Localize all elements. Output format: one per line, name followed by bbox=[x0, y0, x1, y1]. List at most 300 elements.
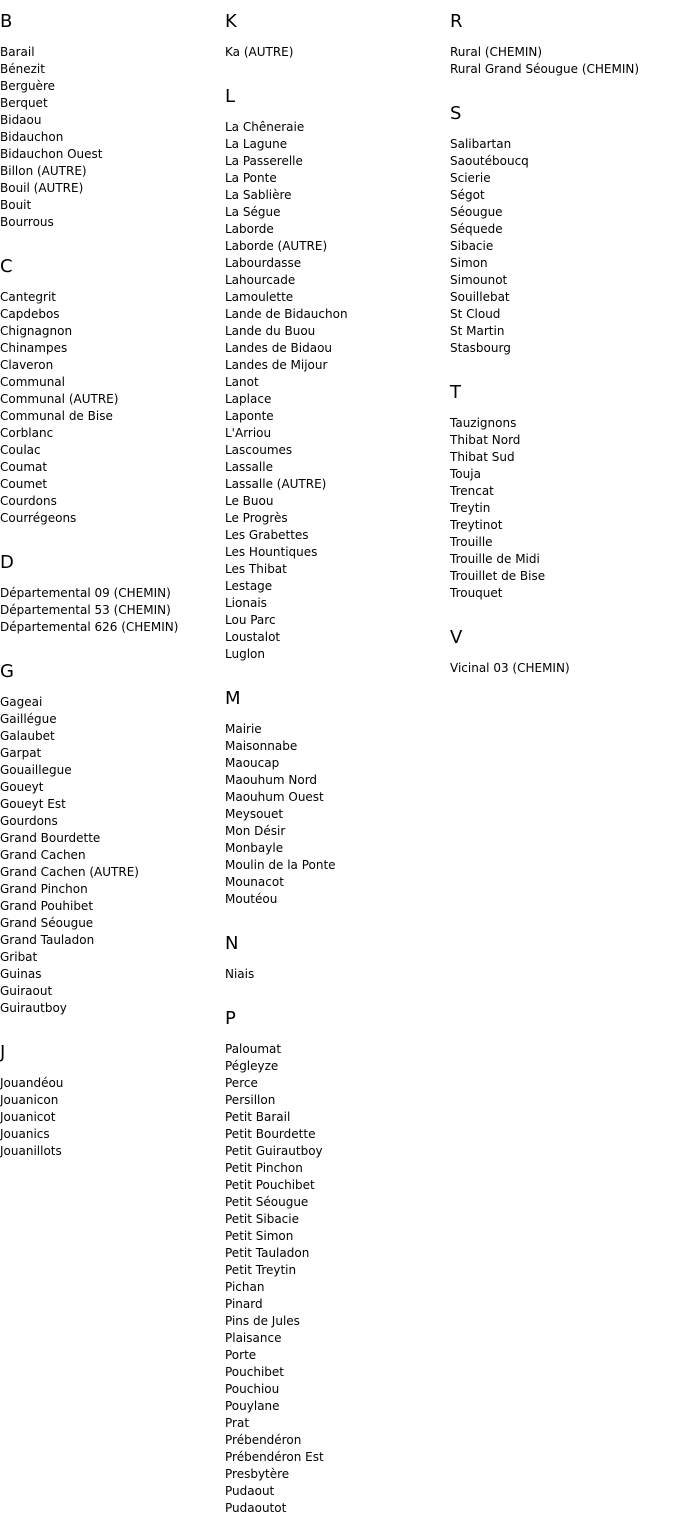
street-link[interactable]: Tauzignons bbox=[450, 416, 517, 430]
street-column-1 bbox=[0, 8, 220, 1160]
letter-group bbox=[450, 624, 670, 677]
street-link[interactable]: Grand Pouhibet bbox=[0, 899, 94, 913]
street-link[interactable]: Berguère bbox=[0, 79, 55, 93]
street-list-item bbox=[225, 646, 445, 663]
street-list bbox=[225, 119, 445, 663]
street-list-item bbox=[225, 44, 445, 61]
street-list-item bbox=[450, 415, 670, 432]
street-link[interactable]: Les Thibat bbox=[225, 562, 287, 576]
street-list-item bbox=[450, 44, 670, 61]
street-link[interactable]: Pouchiou bbox=[225, 1382, 280, 1396]
street-column-2 bbox=[225, 8, 445, 1517]
street-link[interactable]: Pinard bbox=[225, 1297, 263, 1311]
street-list-item bbox=[225, 136, 445, 153]
street-list-item bbox=[0, 391, 220, 408]
street-list-item bbox=[225, 1041, 445, 1058]
street-link[interactable]: Lestage bbox=[225, 579, 273, 593]
street-link[interactable]: Rural (CHEMIN) bbox=[450, 45, 543, 59]
street-link[interactable]: Prébendéron bbox=[225, 1433, 302, 1447]
street-link[interactable]: Jouanicot bbox=[0, 1110, 56, 1124]
street-list-item bbox=[0, 711, 220, 728]
street-link[interactable]: Gourdons bbox=[0, 814, 58, 828]
street-list-item bbox=[450, 136, 670, 153]
street-link[interactable]: Garpat bbox=[0, 746, 42, 760]
street-link[interactable]: Scierie bbox=[450, 171, 491, 185]
street-link[interactable]: Guirautboy bbox=[0, 1001, 67, 1015]
street-link[interactable]: Ségot bbox=[450, 188, 485, 202]
street-list bbox=[450, 415, 670, 602]
street-list-item bbox=[0, 357, 220, 374]
street-list-item bbox=[0, 112, 220, 129]
street-link[interactable]: Trencat bbox=[450, 484, 494, 498]
street-list-item bbox=[0, 1000, 220, 1017]
group-letter-heading: K bbox=[225, 11, 237, 32]
street-link[interactable]: Gaillégue bbox=[0, 712, 57, 726]
street-list-item bbox=[225, 806, 445, 823]
street-link[interactable]: Bidauchon bbox=[0, 130, 64, 144]
street-list-item bbox=[225, 476, 445, 493]
street-list-item bbox=[450, 238, 670, 255]
street-link[interactable]: St Martin bbox=[450, 324, 505, 338]
street-link[interactable]: Guinas bbox=[0, 967, 42, 981]
street-link[interactable]: Départemental 53 (CHEMIN) bbox=[0, 603, 171, 617]
street-list-item bbox=[225, 755, 445, 772]
street-list-item bbox=[450, 568, 670, 585]
street-link[interactable]: L'Arriou bbox=[225, 426, 272, 440]
street-list-item bbox=[225, 527, 445, 544]
street-list-item bbox=[0, 932, 220, 949]
street-link[interactable]: Petit Treytin bbox=[225, 1263, 297, 1277]
street-list-item bbox=[225, 391, 445, 408]
street-link[interactable]: Mon Désir bbox=[225, 824, 286, 838]
street-list-item bbox=[225, 823, 445, 840]
street-link[interactable]: Lamoulette bbox=[225, 290, 294, 304]
street-list bbox=[0, 585, 220, 636]
street-link[interactable]: Goueyt bbox=[0, 780, 44, 794]
street-link[interactable]: Laplace bbox=[225, 392, 272, 406]
street-list-item bbox=[0, 915, 220, 932]
group-letter-heading: B bbox=[0, 11, 13, 32]
street-list-item bbox=[225, 1058, 445, 1075]
street-list-item bbox=[450, 660, 670, 677]
street-list-item bbox=[225, 891, 445, 908]
street-list-item bbox=[225, 1279, 445, 1296]
street-link[interactable]: Lanot bbox=[225, 375, 259, 389]
street-link[interactable]: Labourdasse bbox=[225, 256, 302, 270]
street-link[interactable]: Jouanillots bbox=[0, 1144, 62, 1158]
street-link[interactable]: Lassalle (AUTRE) bbox=[225, 477, 327, 491]
street-link[interactable]: Cantegrit bbox=[0, 290, 57, 304]
street-list-item bbox=[225, 561, 445, 578]
street-link[interactable]: Luglon bbox=[225, 647, 265, 661]
street-link[interactable]: Laponte bbox=[225, 409, 274, 423]
street-list bbox=[225, 721, 445, 908]
street-link[interactable]: Presbytère bbox=[225, 1467, 290, 1481]
street-list-item bbox=[0, 602, 220, 619]
street-list-item bbox=[450, 500, 670, 517]
street-link[interactable]: Lande de Bidauchon bbox=[225, 307, 348, 321]
street-link[interactable]: Courdons bbox=[0, 494, 57, 508]
street-link[interactable]: Petit Sibacie bbox=[225, 1212, 299, 1226]
street-link[interactable]: Paloumat bbox=[225, 1042, 282, 1056]
street-link[interactable]: Grand Pinchon bbox=[0, 882, 88, 896]
street-list-item bbox=[225, 238, 445, 255]
street-list-item bbox=[0, 762, 220, 779]
street-link[interactable]: Mounacot bbox=[225, 875, 284, 889]
street-list-item bbox=[225, 1126, 445, 1143]
street-link[interactable]: Mairie bbox=[225, 722, 262, 736]
letter-group bbox=[225, 83, 445, 663]
street-link[interactable]: Grand Tauladon bbox=[0, 933, 95, 947]
street-list-item bbox=[450, 170, 670, 187]
street-link[interactable]: Gageai bbox=[0, 695, 43, 709]
street-link[interactable]: Moulin de la Ponte bbox=[225, 858, 336, 872]
street-link[interactable]: Pins de Jules bbox=[225, 1314, 300, 1328]
street-link[interactable]: La Ponte bbox=[225, 171, 277, 185]
street-list-item bbox=[225, 1262, 445, 1279]
street-list-item bbox=[0, 830, 220, 847]
street-link[interactable]: Bouit bbox=[0, 198, 32, 212]
street-link[interactable]: Coumet bbox=[0, 477, 48, 491]
street-list-item bbox=[450, 204, 670, 221]
street-list-item bbox=[225, 357, 445, 374]
street-link[interactable]: Plaisance bbox=[225, 1331, 282, 1345]
street-link[interactable]: Jouanicon bbox=[0, 1093, 59, 1107]
street-list-item bbox=[0, 459, 220, 476]
street-link[interactable]: Stasbourg bbox=[450, 341, 511, 355]
street-list-item bbox=[225, 408, 445, 425]
street-list-item bbox=[0, 864, 220, 881]
street-link[interactable]: Maouhum Nord bbox=[225, 773, 318, 787]
street-list-item bbox=[225, 1381, 445, 1398]
street-link[interactable]: Moutéou bbox=[225, 892, 278, 906]
street-list-item bbox=[225, 510, 445, 527]
street-list-item bbox=[0, 1143, 220, 1160]
street-link[interactable]: Corblanc bbox=[0, 426, 54, 440]
street-link[interactable]: Gribat bbox=[0, 950, 38, 964]
street-list bbox=[0, 1075, 220, 1160]
street-link[interactable]: Lascoumes bbox=[225, 443, 293, 457]
street-list-item bbox=[0, 129, 220, 146]
group-letter-heading: D bbox=[0, 552, 14, 573]
street-link[interactable]: Communal de Bise bbox=[0, 409, 113, 423]
street-list bbox=[0, 694, 220, 1017]
street-list bbox=[225, 1041, 445, 1517]
street-link[interactable]: Grand Séougue bbox=[0, 916, 94, 930]
street-list-item bbox=[0, 374, 220, 391]
street-link[interactable]: Communal (AUTRE) bbox=[0, 392, 119, 406]
street-link[interactable]: Guiraout bbox=[0, 984, 53, 998]
group-spacer bbox=[0, 527, 220, 549]
street-list-item bbox=[0, 323, 220, 340]
street-list-item bbox=[450, 585, 670, 602]
street-list-item bbox=[0, 289, 220, 306]
street-link[interactable]: Berquet bbox=[0, 96, 48, 110]
street-link[interactable]: Bidauchon Ouest bbox=[0, 147, 103, 161]
letter-group bbox=[0, 8, 220, 231]
group-spacer bbox=[450, 602, 670, 624]
street-list-item bbox=[450, 449, 670, 466]
group-letter-heading: G bbox=[0, 661, 14, 682]
street-list-item bbox=[450, 153, 670, 170]
street-link[interactable]: Petit Simon bbox=[225, 1229, 294, 1243]
street-list-item bbox=[225, 221, 445, 238]
group-spacer bbox=[225, 663, 445, 685]
street-list-item bbox=[225, 119, 445, 136]
street-list-item bbox=[225, 255, 445, 272]
street-link[interactable]: Maouhum Ouest bbox=[225, 790, 324, 804]
street-link[interactable]: Grand Cachen bbox=[0, 848, 86, 862]
street-link[interactable]: Chignagnon bbox=[0, 324, 73, 338]
street-link[interactable]: Petit Pouchibet bbox=[225, 1178, 315, 1192]
street-list-item bbox=[450, 466, 670, 483]
street-list-item bbox=[450, 221, 670, 238]
street-link[interactable]: Petit Barail bbox=[225, 1110, 291, 1124]
street-list-item bbox=[0, 796, 220, 813]
street-list-item bbox=[0, 425, 220, 442]
group-letter-heading: C bbox=[0, 256, 13, 277]
street-link[interactable]: Grand Cachen (AUTRE) bbox=[0, 865, 139, 879]
street-link[interactable]: Simon bbox=[450, 256, 488, 270]
street-link[interactable]: Thibat Sud bbox=[450, 450, 515, 464]
street-link[interactable]: Saoutéboucq bbox=[450, 154, 529, 168]
street-list-item bbox=[225, 629, 445, 646]
letter-group bbox=[225, 1005, 445, 1517]
street-list-item bbox=[225, 966, 445, 983]
street-list-item bbox=[0, 44, 220, 61]
street-list-item bbox=[0, 1109, 220, 1126]
street-link[interactable]: La Chêneraie bbox=[225, 120, 305, 134]
street-link[interactable]: Billon (AUTRE) bbox=[0, 164, 87, 178]
street-link[interactable]: La Sablière bbox=[225, 188, 292, 202]
street-link[interactable]: Lahourcade bbox=[225, 273, 296, 287]
street-column-3 bbox=[450, 8, 670, 677]
group-spacer bbox=[225, 983, 445, 1005]
street-link[interactable]: Petit Guirautboy bbox=[225, 1144, 323, 1158]
street-list-item bbox=[225, 170, 445, 187]
street-link[interactable]: Petit Séougue bbox=[225, 1195, 309, 1209]
street-list-item bbox=[225, 840, 445, 857]
street-link[interactable]: Sibacie bbox=[450, 239, 494, 253]
street-list-item bbox=[225, 772, 445, 789]
street-link[interactable]: Le Buou bbox=[225, 494, 274, 508]
street-link[interactable]: Communal bbox=[0, 375, 65, 389]
street-link[interactable]: Jouandéou bbox=[0, 1076, 64, 1090]
street-list-item bbox=[450, 306, 670, 323]
street-link[interactable]: Ka (AUTRE) bbox=[225, 45, 294, 59]
street-list-item bbox=[225, 1194, 445, 1211]
street-link[interactable]: Porte bbox=[225, 1348, 257, 1362]
group-letter-heading: T bbox=[450, 382, 461, 403]
street-link[interactable]: Petit Tauladon bbox=[225, 1246, 310, 1260]
street-list-item bbox=[225, 1398, 445, 1415]
street-list-item bbox=[0, 442, 220, 459]
street-list-item bbox=[225, 1330, 445, 1347]
street-list-item bbox=[225, 1296, 445, 1313]
letter-group bbox=[225, 930, 445, 983]
street-list-item bbox=[450, 517, 670, 534]
street-list-item bbox=[225, 204, 445, 221]
street-link[interactable]: Trouille de Midi bbox=[450, 552, 540, 566]
street-link[interactable]: Lionais bbox=[225, 596, 267, 610]
street-link[interactable]: La Ségue bbox=[225, 205, 281, 219]
street-list-item bbox=[0, 585, 220, 602]
street-list-item bbox=[225, 187, 445, 204]
street-list-item bbox=[225, 374, 445, 391]
letter-group bbox=[0, 549, 220, 636]
street-link[interactable]: Départemental 09 (CHEMIN) bbox=[0, 586, 171, 600]
street-list-item bbox=[0, 306, 220, 323]
street-link[interactable]: Maoucap bbox=[225, 756, 280, 770]
street-list-item bbox=[225, 1228, 445, 1245]
street-link[interactable]: Bouil (AUTRE) bbox=[0, 181, 84, 195]
street-list-item bbox=[0, 214, 220, 231]
group-letter-heading: V bbox=[450, 627, 463, 648]
street-list-item bbox=[0, 78, 220, 95]
street-link[interactable]: St Cloud bbox=[450, 307, 501, 321]
street-link[interactable]: Galaubet bbox=[0, 729, 55, 743]
street-link[interactable]: Chinampes bbox=[0, 341, 68, 355]
street-list-item bbox=[225, 721, 445, 738]
street-link[interactable]: Capdebos bbox=[0, 307, 60, 321]
street-link[interactable]: Loustalot bbox=[225, 630, 281, 644]
street-link[interactable]: Vicinal 03 (CHEMIN) bbox=[450, 661, 570, 675]
street-link[interactable]: Petit Pinchon bbox=[225, 1161, 303, 1175]
street-list-item bbox=[450, 61, 670, 78]
street-link[interactable]: Rural Grand Séougue (CHEMIN) bbox=[450, 62, 640, 76]
street-link[interactable]: Monbayle bbox=[225, 841, 284, 855]
street-link[interactable]: Landes de Bidaou bbox=[225, 341, 333, 355]
street-link[interactable]: Niais bbox=[225, 967, 255, 981]
group-spacer bbox=[0, 636, 220, 658]
street-list-item bbox=[225, 1347, 445, 1364]
letter-group bbox=[0, 1039, 220, 1160]
street-link[interactable]: Pouchibet bbox=[225, 1365, 284, 1379]
street-list bbox=[450, 660, 670, 677]
street-list-item bbox=[225, 578, 445, 595]
street-link[interactable]: Goueyt Est bbox=[0, 797, 66, 811]
street-link[interactable]: Pouylane bbox=[225, 1399, 280, 1413]
street-list-item bbox=[0, 95, 220, 112]
street-link[interactable]: Séougue bbox=[450, 205, 503, 219]
street-list bbox=[450, 44, 670, 78]
street-list-item bbox=[450, 534, 670, 551]
street-link[interactable]: Treytin bbox=[450, 501, 491, 515]
street-list-item bbox=[225, 1483, 445, 1500]
street-link[interactable]: Pichan bbox=[225, 1280, 265, 1294]
street-link[interactable]: Bénezit bbox=[0, 62, 45, 76]
street-link[interactable]: Coumat bbox=[0, 460, 48, 474]
group-letter-heading: S bbox=[450, 103, 462, 124]
letter-group bbox=[0, 253, 220, 527]
street-list-item bbox=[225, 612, 445, 629]
street-link[interactable]: Perce bbox=[225, 1076, 258, 1090]
street-link[interactable]: Simounot bbox=[450, 273, 508, 287]
street-list-item bbox=[225, 1466, 445, 1483]
street-link[interactable]: Meysouet bbox=[225, 807, 284, 821]
street-link[interactable]: Les Grabettes bbox=[225, 528, 309, 542]
group-spacer bbox=[225, 908, 445, 930]
street-list-item bbox=[225, 306, 445, 323]
street-link[interactable]: Coulac bbox=[0, 443, 41, 457]
street-link[interactable]: Trouquet bbox=[450, 586, 503, 600]
street-list-item bbox=[0, 163, 220, 180]
street-link[interactable]: Lassalle bbox=[225, 460, 273, 474]
street-link[interactable]: Lou Parc bbox=[225, 613, 276, 627]
street-link[interactable]: Persillon bbox=[225, 1093, 276, 1107]
street-list-item bbox=[225, 874, 445, 891]
street-link[interactable]: Trouillet de Bise bbox=[450, 569, 546, 583]
street-link[interactable]: Petit Bourdette bbox=[225, 1127, 316, 1141]
street-link[interactable]: Départemental 626 (CHEMIN) bbox=[0, 620, 179, 634]
group-letter-heading: P bbox=[225, 1008, 236, 1029]
street-link[interactable]: Pudaout bbox=[225, 1484, 275, 1498]
street-list-item bbox=[0, 983, 220, 1000]
street-link[interactable]: Trouille bbox=[450, 535, 493, 549]
street-link[interactable]: Grand Bourdette bbox=[0, 831, 101, 845]
street-link[interactable]: Thibat Nord bbox=[450, 433, 521, 447]
street-link[interactable]: Les Hountiques bbox=[225, 545, 318, 559]
street-link[interactable]: Laborde (AUTRE) bbox=[225, 239, 328, 253]
street-list-item bbox=[0, 61, 220, 78]
street-link[interactable]: Maisonnabe bbox=[225, 739, 298, 753]
street-link[interactable]: Touja bbox=[450, 467, 481, 481]
street-list-item bbox=[0, 898, 220, 915]
street-list-item bbox=[225, 1177, 445, 1194]
street-list-item bbox=[0, 493, 220, 510]
street-link[interactable]: Claveron bbox=[0, 358, 54, 372]
street-link[interactable]: Séquede bbox=[450, 222, 503, 236]
group-letter-heading: M bbox=[225, 688, 241, 709]
street-list bbox=[450, 136, 670, 357]
street-link[interactable]: Treytinot bbox=[450, 518, 503, 532]
street-list-item bbox=[225, 1211, 445, 1228]
street-list-item bbox=[450, 432, 670, 449]
street-link[interactable]: Bourrous bbox=[0, 215, 54, 229]
street-list-item bbox=[225, 1449, 445, 1466]
street-link[interactable]: Le Progrès bbox=[225, 511, 288, 525]
street-link[interactable]: Bidaou bbox=[0, 113, 42, 127]
street-list-item bbox=[0, 476, 220, 493]
street-list-item bbox=[225, 153, 445, 170]
street-link[interactable]: Barail bbox=[0, 45, 35, 59]
letter-group bbox=[225, 685, 445, 908]
street-link[interactable]: Courrégeons bbox=[0, 511, 77, 525]
street-link[interactable]: Prat bbox=[225, 1416, 250, 1430]
street-list-item bbox=[225, 1092, 445, 1109]
street-link[interactable]: Landes de Mijour bbox=[225, 358, 328, 372]
street-list-item bbox=[450, 551, 670, 568]
street-list-item bbox=[225, 1075, 445, 1092]
street-link[interactable]: Salibartan bbox=[450, 137, 512, 151]
street-link[interactable]: La Lagune bbox=[225, 137, 288, 151]
street-list-item bbox=[0, 847, 220, 864]
street-link[interactable]: Laborde bbox=[225, 222, 274, 236]
street-link[interactable]: Jouanics bbox=[0, 1127, 50, 1141]
street-list-item bbox=[0, 949, 220, 966]
street-link[interactable]: Lande du Buou bbox=[225, 324, 316, 338]
street-link[interactable]: Gouaillegue bbox=[0, 763, 72, 777]
street-link[interactable]: Prébendéron Est bbox=[225, 1450, 324, 1464]
group-letter-heading: J bbox=[0, 1042, 6, 1063]
street-link[interactable]: Pudaoutot bbox=[225, 1501, 287, 1515]
street-list-item bbox=[0, 1092, 220, 1109]
street-list-item bbox=[225, 323, 445, 340]
street-link[interactable]: La Passerelle bbox=[225, 154, 303, 168]
street-list-item bbox=[0, 146, 220, 163]
street-link[interactable]: Souillebat bbox=[450, 290, 510, 304]
street-link[interactable]: Pégleyze bbox=[225, 1059, 279, 1073]
